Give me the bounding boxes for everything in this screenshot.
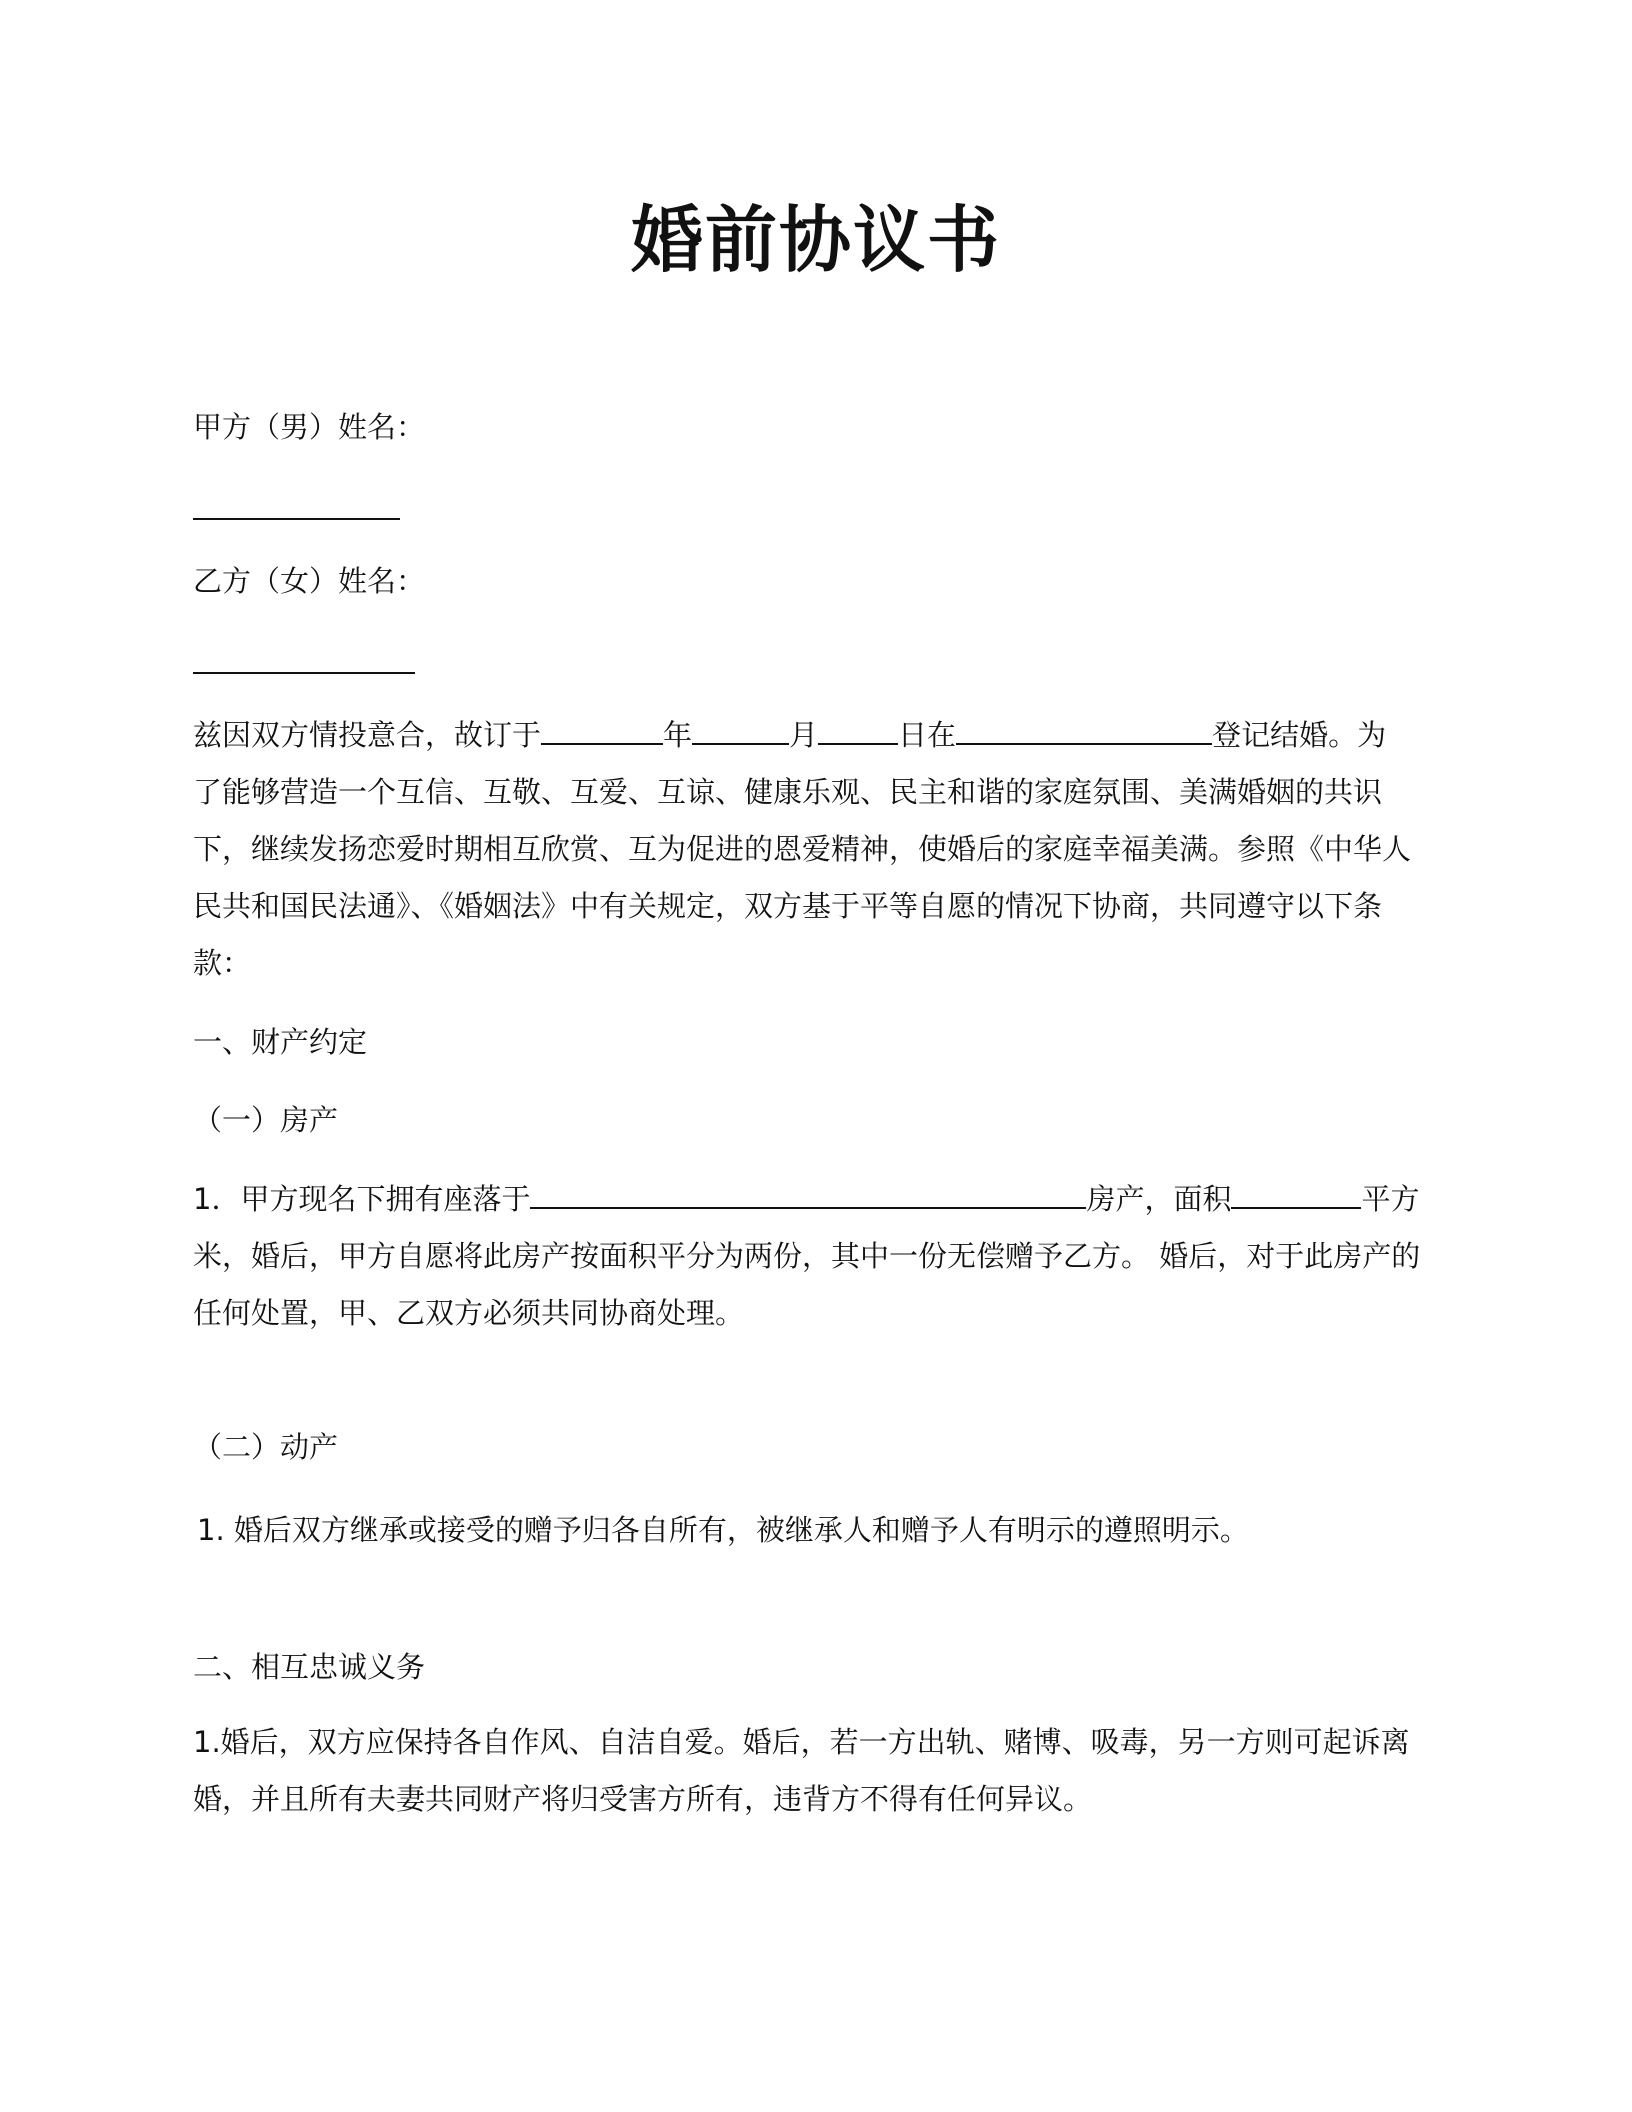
- party-a-name-blank: [193, 488, 400, 530]
- intro-line-3: 下，继续发扬恋爱时期相互欣赏、互为促进的恩爱精神，使婚后的家庭幸福美满。参照《中华人: [193, 832, 1412, 866]
- section-2-item-1-line-1: 1.婚后，双方应保持各自作风、自洁自爱。婚后，若一方出轨、赌博、吸毒，另一方则可起诉离: [193, 1725, 1410, 1759]
- section-1-sub-2: （二）动产: [193, 1430, 339, 1464]
- document-title: 婚前协议书: [630, 198, 1001, 282]
- party-a-label: 甲方（男）姓名：: [193, 410, 426, 444]
- place-blank: [956, 713, 1212, 745]
- section-1-item-1-line-3: 任何处置，甲、乙双方必须共同协商处理。: [193, 1296, 745, 1330]
- intro-line-5: 款：: [193, 946, 252, 980]
- section-1-item-1-line-2: 米，婚后，甲方自愿将此房产按面积平分为两份，其中一份无偿赠予乙方。 婚后，对于此房产的: [193, 1239, 1421, 1273]
- year-blank: [541, 713, 663, 745]
- intro-line-4: 民共和国民法通》、《婚姻法》中有关规定，双方基于平等自愿的情况下协商，共同遵守以下条: [193, 889, 1383, 923]
- intro-line-1: 兹因双方情投意合，故订于 年 月 日在 登记结婚。为: [193, 707, 1428, 764]
- section-2-item-1: [193, 1714, 1428, 1828]
- section-1-item-1-line-1: 1．甲方现名下拥有座落于 房产，面积 平方: [193, 1171, 1428, 1228]
- section-1-item-2: 1. 婚后双方继承或接受的赠予归各自所有，被继承人和赠予人有明示的遵照明示。: [197, 1513, 1249, 1547]
- intro-line-2: 了能够营造一个互信、互敬、互爱、互谅、健康乐观、民主和谐的家庭氛围、美满婚姻的共识: [193, 775, 1383, 809]
- property-location-blank: [530, 1177, 1086, 1209]
- section-1-item-1: [193, 1171, 1428, 1342]
- section-2-item-1-line-2: 婚，并且所有夫妻共同财产将归受害方所有，违背方不得有任何异议。: [193, 1782, 1093, 1816]
- section-1-sub-1: （一）房产: [193, 1103, 339, 1137]
- property-area-blank: [1231, 1177, 1361, 1209]
- party-b-name-blank: [193, 642, 415, 684]
- month-blank: [692, 713, 789, 745]
- intro-paragraph: [193, 707, 1428, 992]
- party-b-label: 乙方（女）姓名：: [193, 564, 426, 598]
- day-blank: [818, 713, 898, 745]
- section-2-heading: 二、相互忠诚义务: [193, 1650, 426, 1684]
- section-1-heading: 一、财产约定: [193, 1025, 368, 1059]
